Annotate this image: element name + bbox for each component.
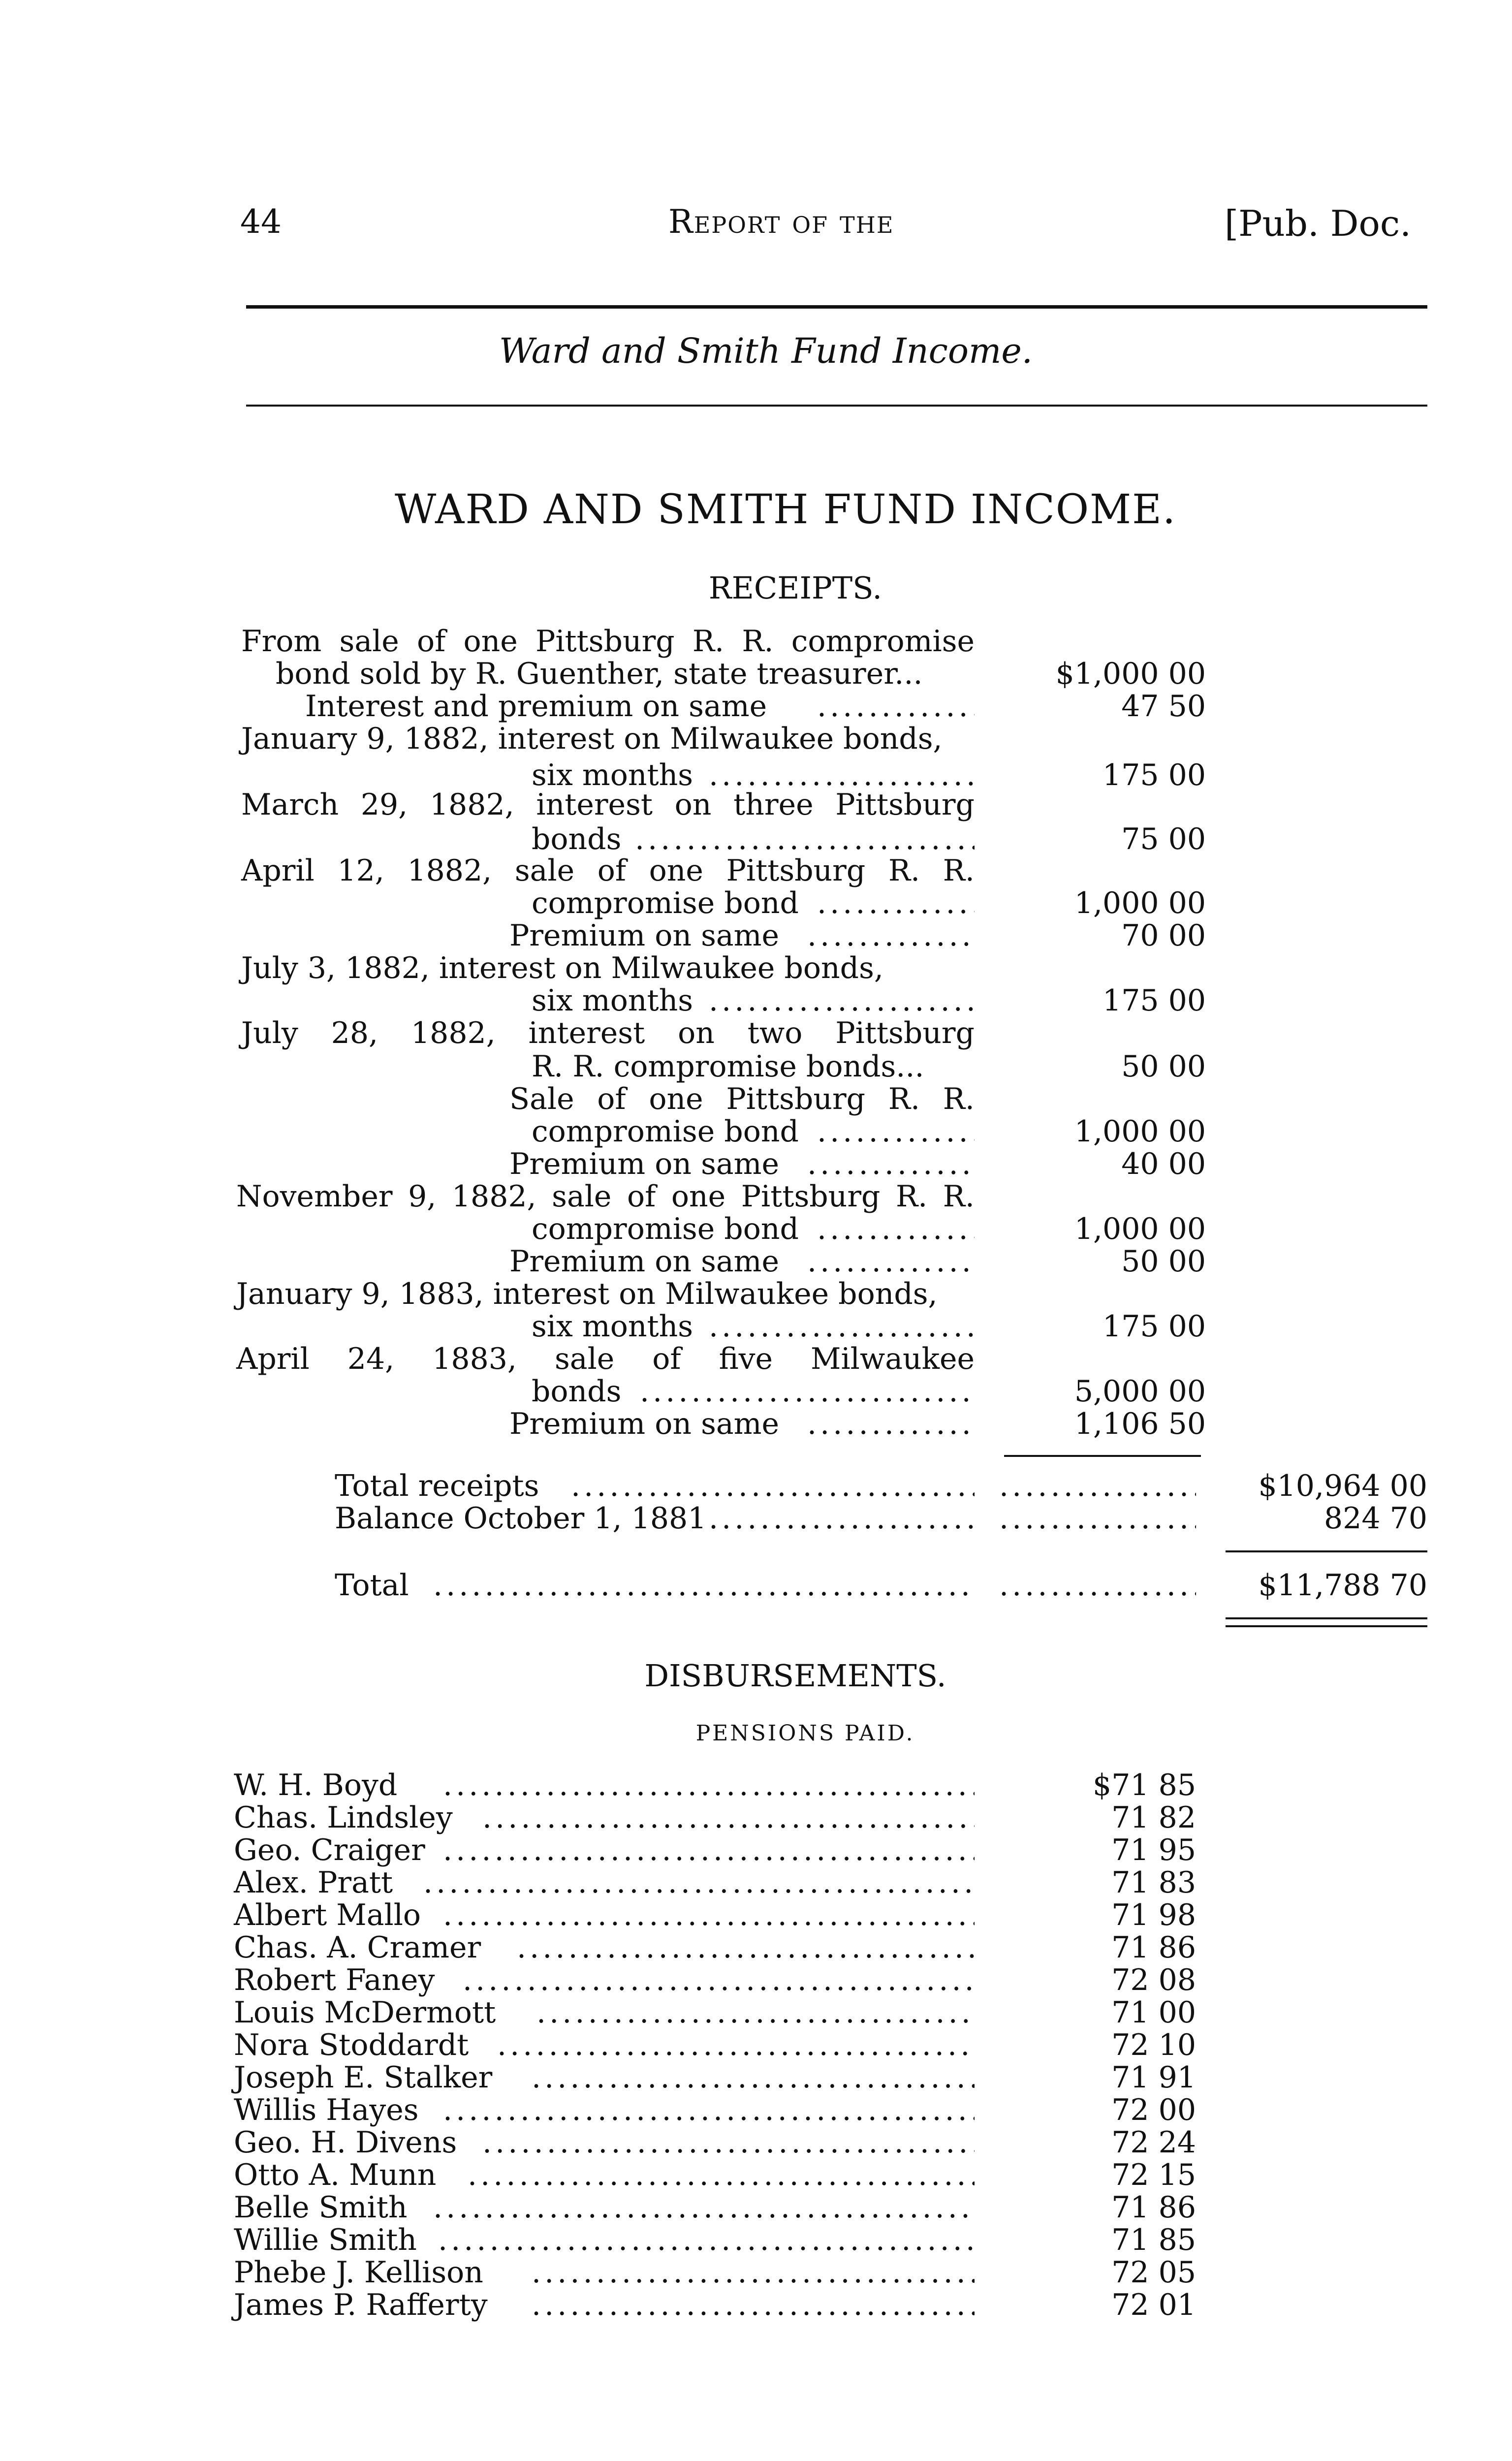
subtotal-rule bbox=[1004, 1455, 1201, 1457]
header-rule-bottom bbox=[246, 405, 1427, 407]
receipts-heading: RECEIPTS. bbox=[708, 570, 882, 606]
doc-reference: [Pub. Doc. bbox=[1225, 203, 1412, 244]
total-rule bbox=[1226, 1550, 1427, 1552]
grand-total-label: Total bbox=[335, 1568, 409, 1603]
balance-value: 824 70 bbox=[1324, 1501, 1427, 1536]
page-number: 44 bbox=[240, 203, 282, 241]
page-title: WARD AND SMITH FUND INCOME. bbox=[394, 486, 1177, 533]
double-rule-bottom bbox=[1226, 1625, 1427, 1627]
total-receipts-value: $10,964 00 bbox=[1258, 1469, 1427, 1503]
header-rule-top bbox=[246, 305, 1427, 309]
pensions-heading: PENSIONS PAID. bbox=[695, 1721, 915, 1746]
double-rule-top bbox=[1226, 1617, 1427, 1619]
disbursements-heading: DISBURSEMENTS. bbox=[644, 1658, 946, 1694]
section-subheading: Ward and Smith Fund Income. bbox=[499, 331, 1033, 371]
grand-total-value: $11,788 70 bbox=[1258, 1568, 1427, 1603]
running-title: Report of the bbox=[668, 203, 894, 241]
balance-label: Balance October 1, 1881 bbox=[335, 1501, 707, 1536]
total-receipts-label: Total receipts bbox=[335, 1469, 539, 1503]
